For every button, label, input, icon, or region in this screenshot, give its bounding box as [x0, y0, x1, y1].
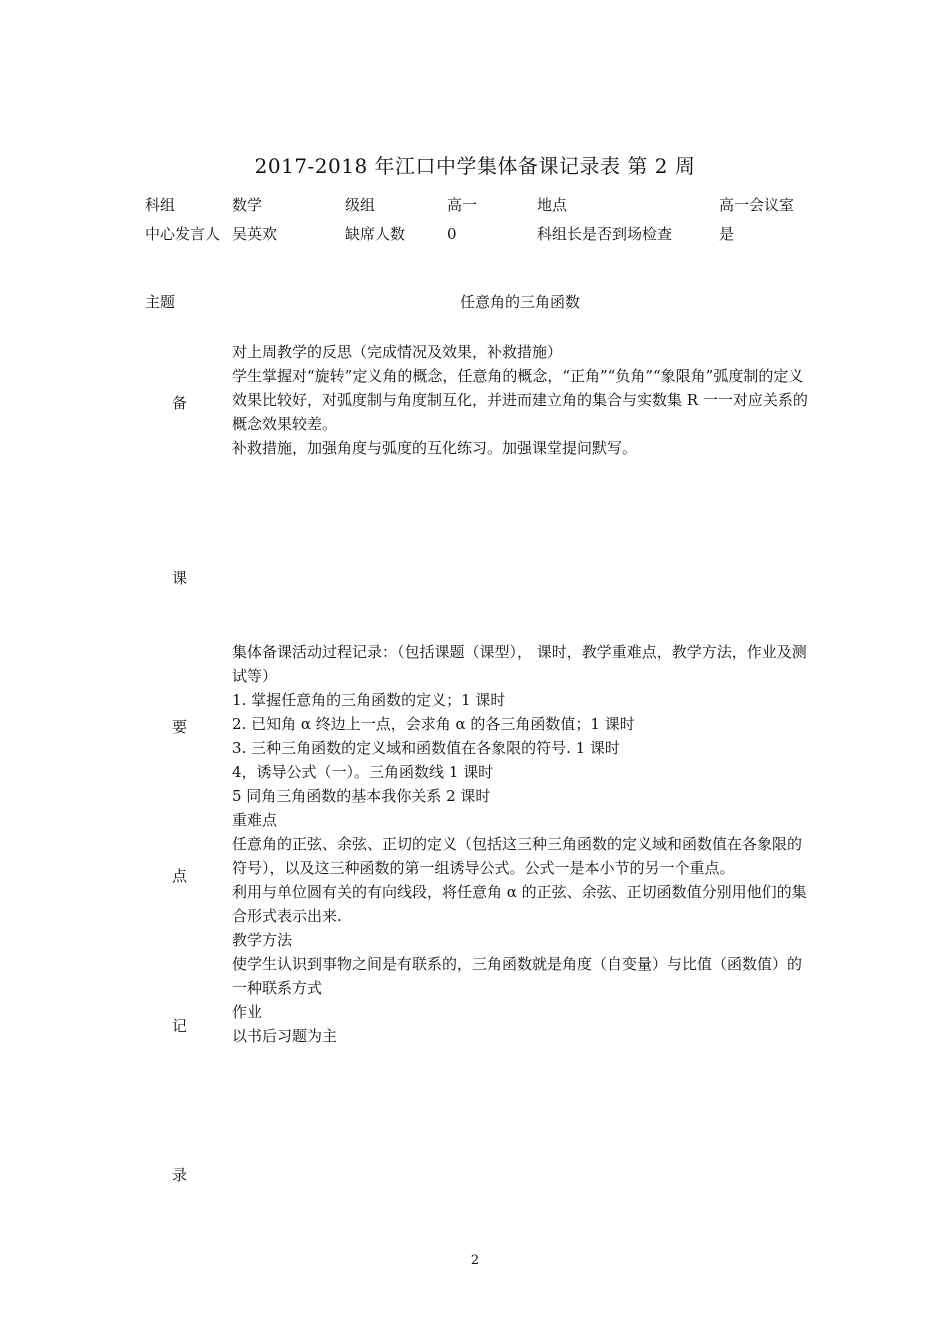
reflection-section — [232, 340, 810, 460]
subject-value: 数学 — [232, 196, 263, 214]
absent-label: 缺席人数 — [345, 225, 406, 243]
record-item: 3. 三种三角函数的定义域和函数值在各象限的符号. 1 课时 — [232, 739, 620, 757]
side-label-lu: 录 — [172, 1166, 188, 1184]
homework-paragraph: 以书后习题为主 — [232, 1027, 338, 1045]
page-number: 2 — [470, 1253, 480, 1268]
reflection-heading: 对上周教学的反思（完成情况及效果，补救措施） — [232, 343, 563, 361]
key-points-paragraph: 任意角的正弦、余弦、正切的定义（包括这三种三角函数的定义域和函数值在各象限的符号），以及这三种函数的第一组诱导公式。公式一是本小节的另一个重点。 — [232, 835, 803, 877]
method-heading: 教学方法 — [232, 931, 293, 949]
topic-label: 主题 — [145, 293, 176, 311]
record-item: 2. 已知角 α 终边上一点，会求角 α 的各三角函数值；1 课时 — [232, 715, 635, 733]
absent-value: 0 — [447, 225, 457, 243]
side-label-dian: 点 — [172, 867, 188, 885]
record-item: 1. 掌握任意角的三角函数的定义；1 课时 — [232, 691, 506, 709]
side-label-bei: 备 — [172, 394, 188, 412]
speaker-label: 中心发言人 — [145, 225, 221, 243]
document-title: 2017-2018 年江口中学集体备课记录表 第 2 周 — [254, 154, 696, 178]
record-heading: 集体备课活动过程记录：（包括课题（课型）， 课时，教学重难点，教学方法，作业及测试等） — [232, 643, 807, 685]
grade-label: 级组 — [345, 196, 376, 214]
homework-heading: 作业 — [232, 1003, 263, 1021]
topic-value: 任意角的三角函数 — [459, 293, 580, 311]
reflection-paragraph: 学生掌握对“旋转”定义角的概念，任意角的概念，“正角”“负角”“象限角”弧度制的定义效果比较好，对弧度制与角度制互化，并进而建立角的集合与实数集 R 一一对应关系的概念效果较差。 — [232, 367, 808, 433]
location-label: 地点 — [537, 196, 568, 214]
grade-value: 高一 — [447, 196, 478, 214]
speaker-value: 吴英欢 — [232, 225, 278, 243]
check-label: 科组长是否到场检查 — [537, 225, 673, 243]
subject-label: 科组 — [145, 196, 176, 214]
side-label-ji: 记 — [172, 1017, 188, 1035]
location-value: 高一会议室 — [719, 196, 795, 214]
key-points-paragraph: 利用与单位圆有关的有向线段，将任意角 α 的正弦、余弦、正切函数值分别用他们的集合形式表示出来. — [232, 883, 807, 925]
record-item: 5 同角三角函数的基本我你关系 2 课时 — [232, 787, 491, 805]
method-paragraph: 使学生认识到事物之间是有联系的，三角函数就是角度（自变量）与比值（函数值）的一种联系方式 — [232, 955, 803, 997]
side-label-ke: 课 — [172, 569, 188, 587]
side-label-yao: 要 — [172, 718, 188, 736]
check-value: 是 — [719, 225, 735, 243]
reflection-remedy: 补救措施，加强角度与弧度的互化练习。加强课堂提问默写。 — [232, 439, 638, 457]
record-item: 4，诱导公式（一）。三角函数线 1 课时 — [232, 763, 494, 781]
record-section — [232, 640, 810, 1048]
key-points-heading: 重难点 — [232, 811, 278, 829]
